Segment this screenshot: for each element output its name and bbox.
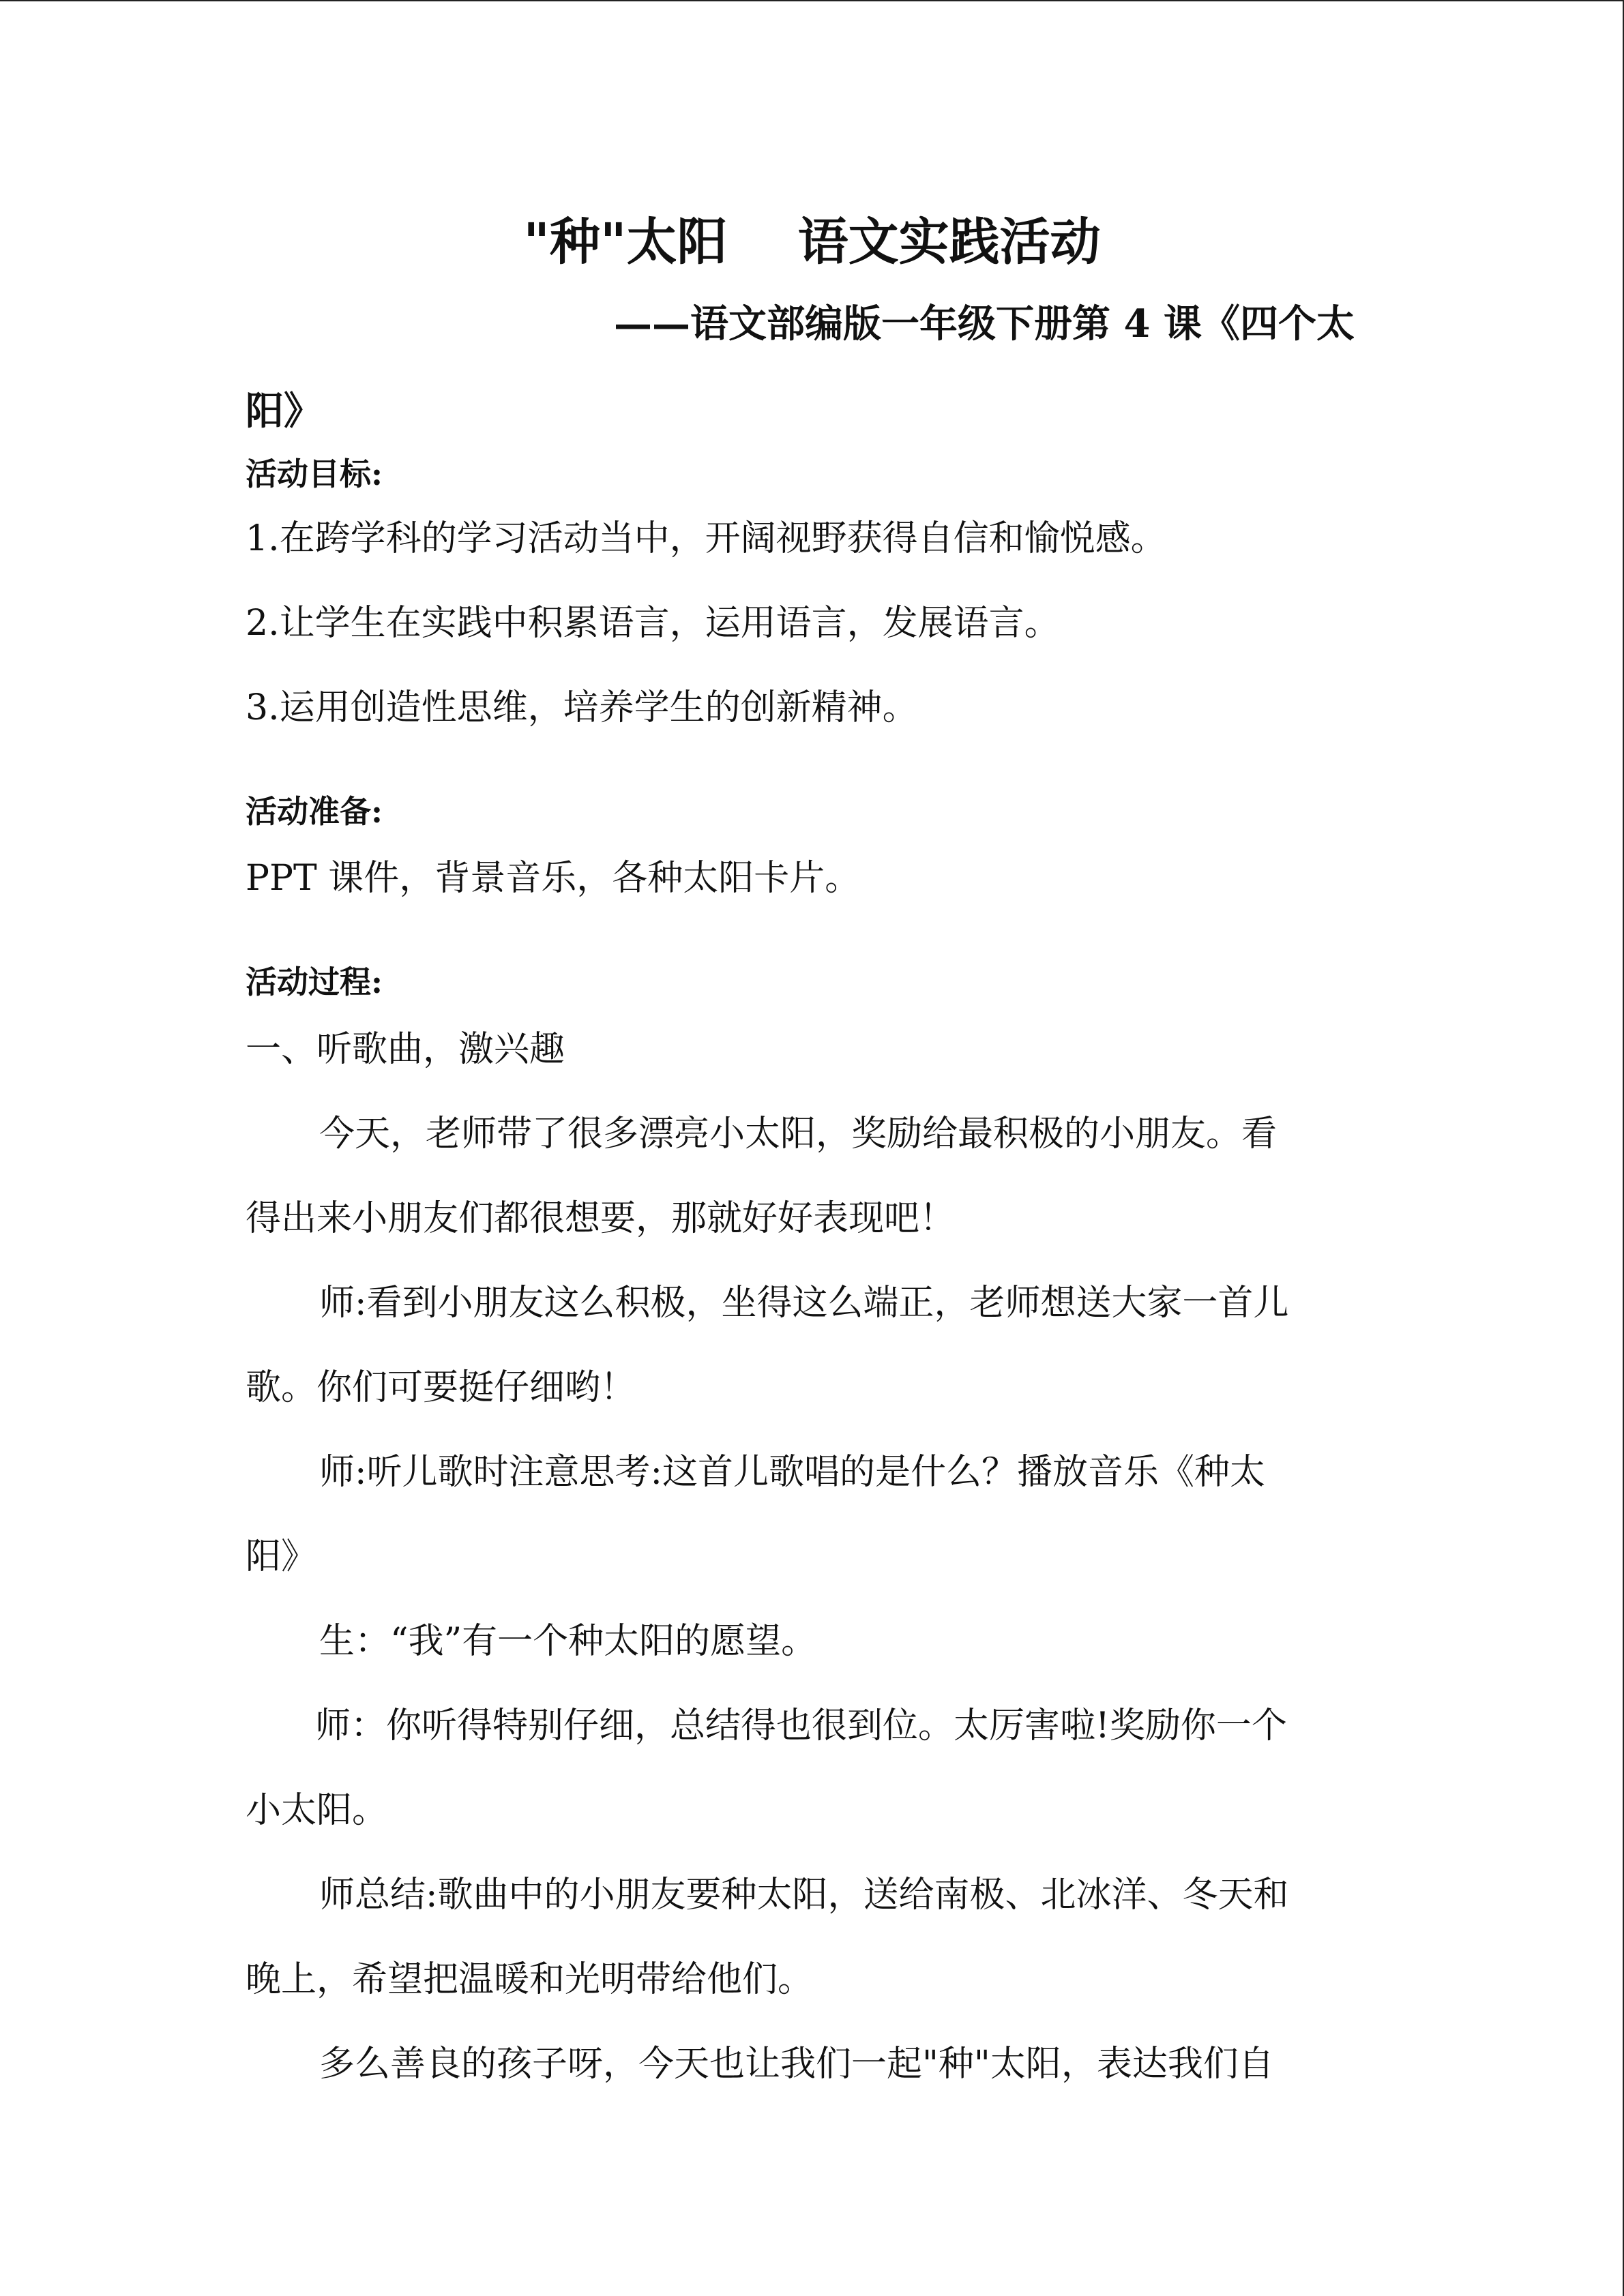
process-paragraph-line: 阳》 (246, 1536, 317, 1577)
process-paragraph-line: 小太阳。 (246, 1790, 388, 1831)
process-paragraph-line: 得出来小朋友们都很想要，那就好好表现吧！ (246, 1198, 956, 1239)
process-paragraph-line: 今天，老师带了很多漂亮小太阳，奖励给最积极的小朋友。看 (319, 1114, 1278, 1154)
preparation-text: PPT 课件，背景音乐，各种太阳卡片。 (246, 858, 861, 899)
goal-item-2: 2.让学生在实践中积累语言，运用语言，发展语言。 (246, 603, 1060, 644)
document-subtitle: ——语文部编版一年级下册第 4 课《四个太 (614, 301, 1355, 346)
step1-title: 一、听歌曲，激兴趣 (246, 1029, 565, 1070)
process-paragraph-line: 晚上，希望把温暖和光明带给他们。 (246, 1959, 814, 2000)
process-heading: 活动过程: (246, 964, 383, 1000)
process-paragraph-line: 歌。你们可要挺仔细哟！ (246, 1367, 636, 1408)
process-paragraph-line: 多么善良的孩子呀，今天也让我们一起"种"太阳，表达我们自 (319, 2044, 1274, 2085)
process-paragraph-line: 师:看到小朋友这么积极，坐得这么端正，老师想送大家一首儿 (319, 1283, 1289, 1324)
goal-item-1: 1.在跨学科的学习活动当中，开阔视野获得自信和愉悦感。 (246, 518, 1166, 559)
document-title: "种"太阳 语文实践活动 (523, 213, 1101, 271)
process-paragraph-line: 师:听儿歌时注意思考:这首儿歌唱的是什么？播放音乐《种太 (319, 1452, 1266, 1493)
preparation-heading: 活动准备: (246, 793, 383, 830)
process-paragraph-line: 生：“我”有一个种太阳的愿望。 (319, 1621, 817, 1662)
goal-item-3: 3.运用创造性思维，培养学生的创新精神。 (246, 687, 918, 728)
document-subtitle-continued: 阳》 (246, 389, 322, 434)
process-paragraph-line: 师：你听得特别仔细，总结得也很到位。太厉害啦!奖励你一个 (315, 1705, 1287, 1746)
process-paragraph-line: 师总结:歌曲中的小朋友要种太阳，送给南极、北冰洋、冬天和 (319, 1875, 1289, 1915)
goals-heading: 活动目标: (246, 456, 383, 492)
